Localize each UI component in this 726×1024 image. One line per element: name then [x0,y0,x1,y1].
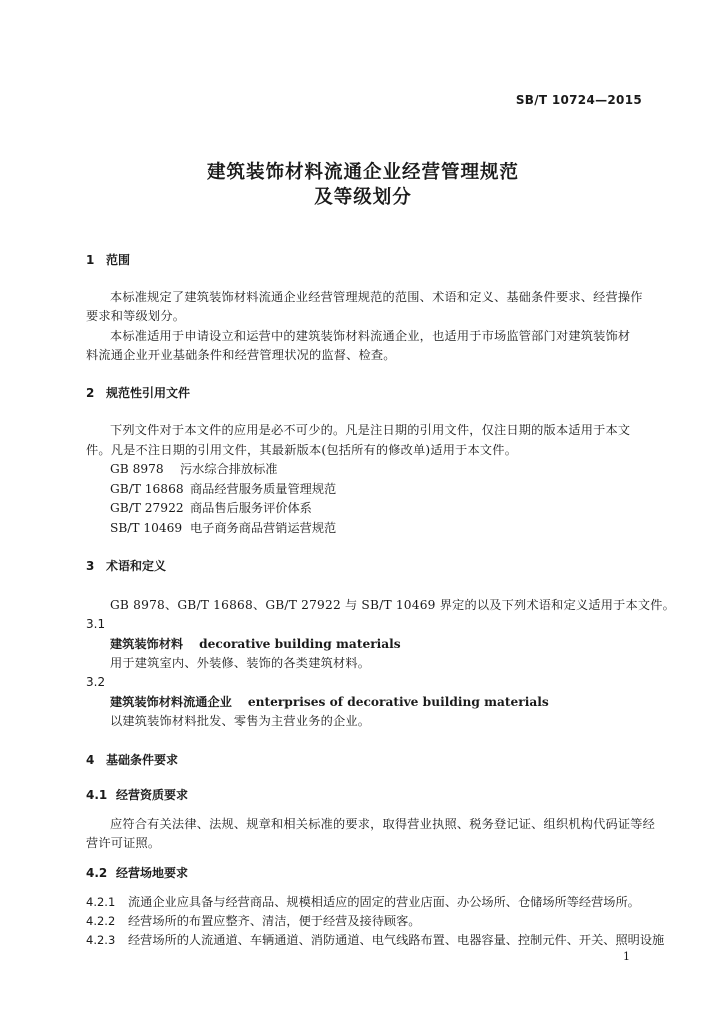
reference-title: 商品售后服务评价体系 [190,501,312,515]
reference-code: SB/T 10469 [110,521,183,535]
normative-reference [110,519,336,536]
section-3-heading [86,557,166,574]
term-entry [110,693,549,710]
paragraph-line: 要求和等级划分。 [86,309,186,323]
paragraph-line: GB 8978、GB/T 16868、GB/T 27922 与 SB/T 10469 界定的以及下列术语和定义适用于本文件。 [110,598,676,612]
paragraph-line: 本标准适用于申请设立和运营中的建筑装饰材料流通企业，也适用于市场监管部门对建筑装饰材 [110,329,631,343]
clause-number: 4.2.1 [86,895,116,909]
paragraph-line: 件。凡是不注日期的引用文件，其最新版本(包括所有的修改单)适用于本文件。 [86,443,518,457]
section-1-heading [86,251,130,268]
clause-4-2-3 [86,931,664,948]
reference-title: 电子商务商品营销运营规范 [190,521,337,535]
subsection-title: 经营资质要求 [116,788,189,802]
subsection-title: 经营场地要求 [116,866,189,880]
normative-reference [110,499,312,516]
term-chinese: 建筑装饰材料 [110,637,184,651]
section-title: 范围 [106,253,131,267]
term-number: 3.1 [86,617,106,631]
section-title: 基础条件要求 [106,753,179,767]
document-title-line-1: 建筑装饰材料流通企业经营管理规范 [206,162,519,183]
section-number: 2 [86,386,95,400]
section-4-heading [86,751,178,768]
term-english: enterprises of decorative building materials [247,695,549,709]
subsection-number: 4.2 [86,866,108,880]
clause-text: 经营场所的人流通道、车辆通道、消防通道、电气线路布置、电器容量、控制元件、开关、照明设施 [128,933,665,947]
section-title: 规范性引用文件 [106,386,191,400]
reference-code: GB 8978 [110,462,164,476]
section-title: 术语和定义 [106,559,167,573]
clause-text: 流通企业应具备与经营商品、规模相适应的固定的营业店面、办公场所、仓储场所等经营场所。 [128,895,640,909]
normative-reference [110,480,336,497]
document-title-line-2: 及等级划分 [314,187,412,208]
paragraph-line: 料流通企业开业基础条件和经营管理状况的监督、检查。 [86,348,396,362]
paragraph-line: 营许可证照。 [86,836,161,850]
normative-reference [110,460,278,477]
subsection-4-2-heading [86,864,188,881]
section-2-heading [86,384,190,401]
paragraph-line: 应符合有关法律、法规、规章和相关标准的要求，取得营业执照、税务登记证、组织机构代码证等经 [110,817,656,831]
standard-code: SB/T 10724—2015 [515,93,642,107]
clause-number: 4.2.2 [86,914,116,928]
paragraph-line: 下列文件对于本文件的应用是必不可少的。凡是注日期的引用文件，仅注日期的版本适用于本文 [110,423,631,437]
term-entry [110,635,401,652]
term-definition: 以建筑装饰材料批发、零售为主营业务的企业。 [110,714,371,728]
paragraph-line: 本标准规定了建筑装饰材料流通企业经营管理规范的范围、术语和定义、基础条件要求、经营操作 [110,290,643,304]
reference-code: GB/T 27922 [110,501,184,515]
clause-4-2-1 [86,893,640,910]
clause-number: 4.2.3 [86,933,116,947]
reference-title: 商品经营服务质量管理规范 [190,482,337,496]
section-number: 3 [86,559,95,573]
term-number: 3.2 [86,675,106,689]
section-number: 1 [86,253,95,267]
page-number: 1 [623,950,630,963]
term-definition: 用于建筑室内、外装修、装饰的各类建筑材料。 [110,656,371,670]
clause-text: 经营场所的布置应整齐、清洁，便于经营及接待顾客。 [128,914,421,928]
subsection-4-1-heading [86,786,188,803]
reference-title: 污水综合排放标准 [180,462,278,476]
reference-code: GB/T 16868 [110,482,184,496]
section-number: 4 [86,753,95,767]
subsection-number: 4.1 [86,788,108,802]
term-english: decorative building materials [199,637,401,651]
term-chinese: 建筑装饰材料流通企业 [110,695,232,709]
clause-4-2-2 [86,912,421,929]
